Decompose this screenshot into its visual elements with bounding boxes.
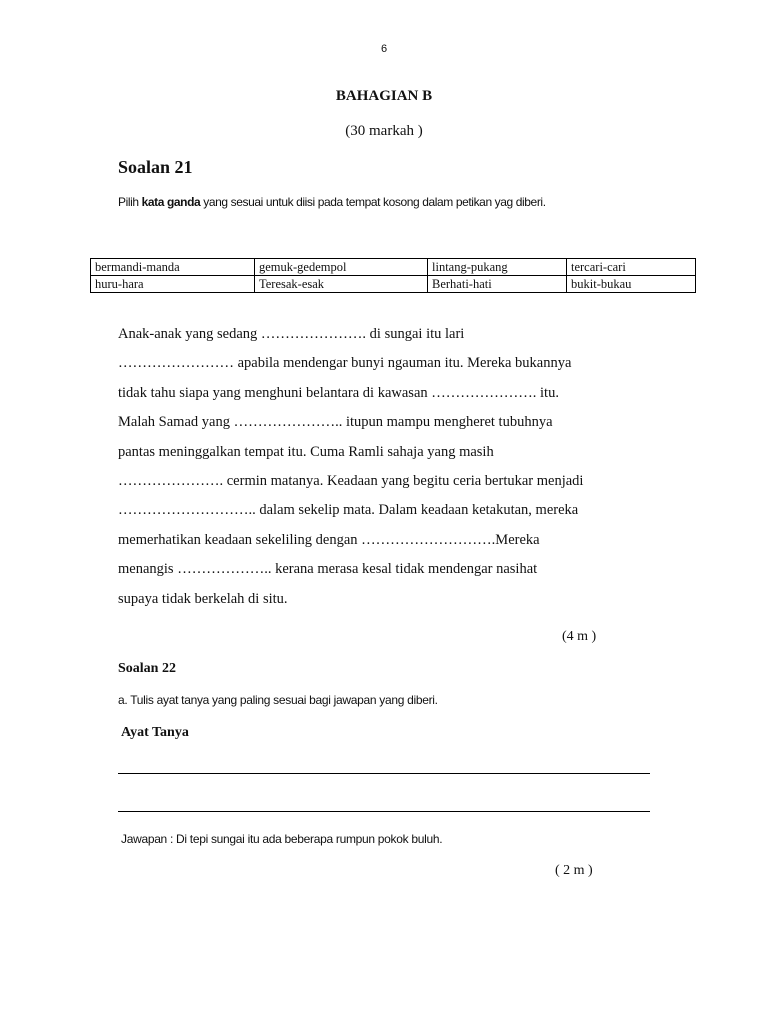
ayat-tanya-label: Ayat Tanya	[121, 725, 189, 740]
word-bank-table	[90, 258, 696, 293]
passage	[118, 320, 658, 614]
passage-line: Anak-anak yang sedang …………………. di sungai itu lari	[118, 326, 465, 342]
word-cell: huru-hara	[91, 276, 255, 293]
passage-line: supaya tidak berkelah di situ.	[118, 590, 288, 607]
instruction-bold: kata ganda	[141, 195, 201, 209]
table-row	[91, 259, 696, 276]
passage-line: tidak tahu siapa yang menghuni belantara di kawasan …………………. itu.	[118, 384, 559, 401]
passage-line: ……………………….. dalam sekelip mata. Dalam keadaan ketakutan, mereka	[118, 502, 579, 519]
table-row	[91, 276, 696, 293]
word-cell: bermandi-manda	[91, 259, 255, 276]
word-cell: Teresak-esak	[255, 276, 428, 293]
word-cell: tercari-cari	[567, 259, 696, 276]
question-21-instruction	[118, 195, 546, 209]
passage-line: …………………… apabila mendengar bunyi ngauman itu. Mereka bukannya	[118, 355, 572, 372]
passage-line: pantas meninggalkan tempat itu. Cuma Ramli sahaja yang masih	[118, 443, 494, 460]
section-marks: (30 markah )	[345, 123, 423, 139]
word-cell: lintang-pukang	[428, 259, 567, 276]
passage-line: memerhatikan keadaan sekeliling dengan ……………………….Mereka	[118, 531, 540, 548]
answer-line[interactable]	[118, 773, 650, 774]
question-22-marks: ( 2 m )	[555, 863, 593, 878]
page-number: 6	[380, 43, 388, 55]
section-title: BAHAGIAN B	[335, 88, 433, 104]
word-cell: bukit-bukau	[567, 276, 696, 293]
word-cell: Berhati-hati	[428, 276, 567, 293]
question-22-title: Soalan 22	[118, 661, 176, 676]
answer-line[interactable]	[118, 811, 650, 812]
passage-line: …………………. cermin matanya. Keadaan yang begitu ceria bertukar menjadi	[118, 472, 584, 489]
instruction-suffix: yang sesuai untuk diisi pada tempat kosong dalam petikan yag diberi.	[200, 195, 546, 209]
word-cell: gemuk-gedempol	[255, 259, 428, 276]
instruction-prefix: Pilih	[118, 195, 142, 209]
question-22-instruction: a. Tulis ayat tanya yang paling sesuai bagi jawapan yang diberi.	[118, 693, 438, 707]
question-21-marks: (4 m )	[562, 629, 597, 644]
passage-line: menangis ……………….. kerana merasa kesal tidak mendengar nasihat	[118, 561, 538, 578]
given-answer: Jawapan : Di tepi sungai itu ada beberapa rumpun pokok buluh.	[121, 832, 443, 846]
question-21-title: Soalan 21	[118, 157, 193, 177]
passage-line: Malah Samad yang ………………….. itupun mampu mengheret tubuhnya	[118, 414, 553, 431]
